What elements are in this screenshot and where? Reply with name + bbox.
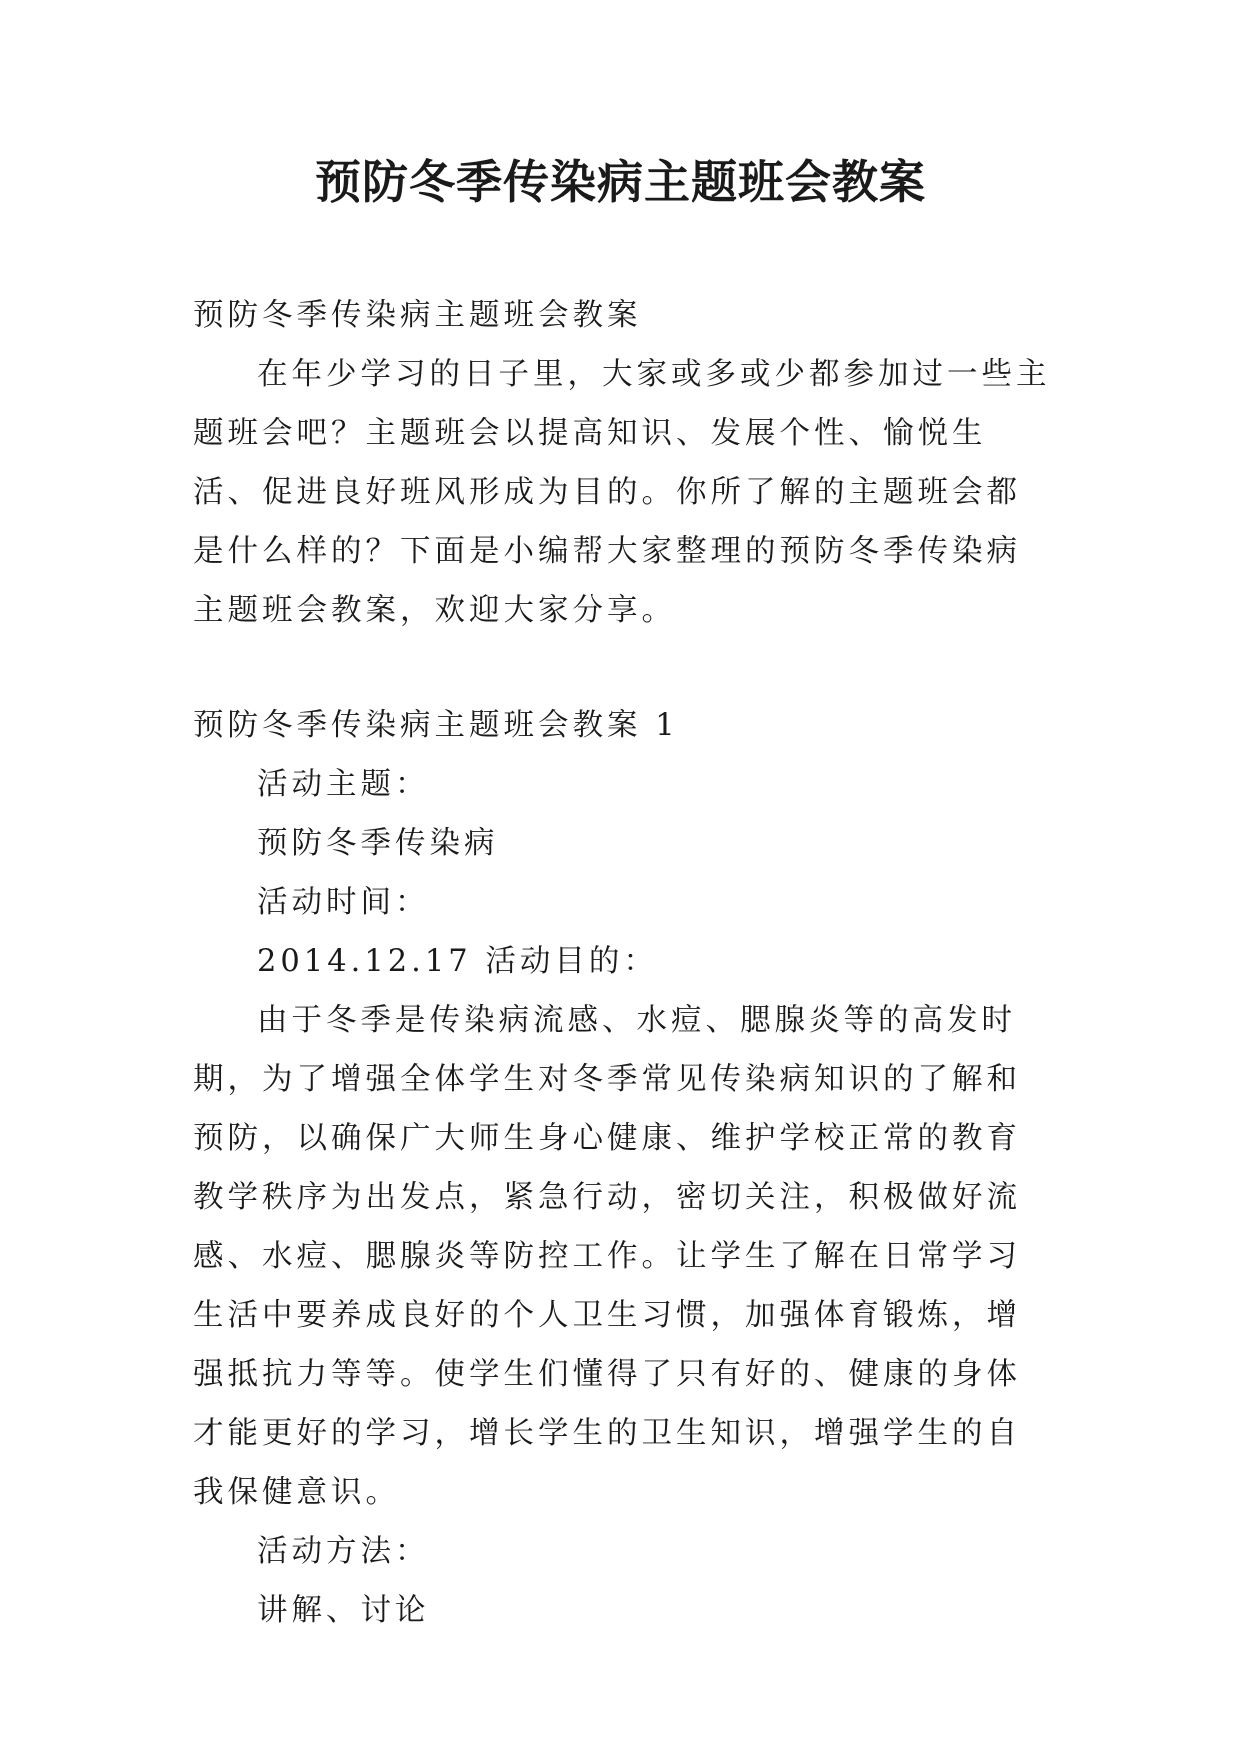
- section-1: [193, 696, 1053, 1640]
- section-1-heading: 预防冬季传染病主题班会教案 1: [193, 708, 679, 743]
- goal-paragraph: 由于冬季是传染病流感、水痘、腮腺炎等的高发时期，为了增强全体学生对冬季常见传染病知识的了解和预防，以确保广大师生身心健康、维护学校正常的教育教学秩序为出发点，紧急行动，密切关注，积极做好流感、水痘、腮腺炎等防控工作。让学生了解在日常学习生活中要养成良好的个人卫生习惯，加强体育锻炼，增强抵抗力等等。使学生们懂得了只有好的、健康的身体才能更好的学习，增长学生的卫生知识，增强学生的自我保健意识。: [193, 1003, 1021, 1510]
- intro-paragraph: 在年少学习的日子里，大家或多或少都参加过一些主题班会吧？主题班会以提高知识、发展个性、愉悦生活、促进良好班风形成为目的。你所了解的主题班会都是什么样的？下面是小编帮大家整理的预防冬季传染病主题班会教案，欢迎大家分享。: [193, 357, 1051, 628]
- theme-label: 活动主题：: [257, 767, 430, 802]
- method-value: 讲解、讨论: [257, 1593, 430, 1628]
- time-value-goal-label: 2014.12.17 活动目的：: [257, 944, 658, 979]
- document-title: 预防冬季传染病主题班会教案: [315, 155, 926, 209]
- intro-heading: 预防冬季传染病主题班会教案: [193, 298, 642, 333]
- time-label: 活动时间：: [257, 885, 430, 920]
- intro-section: [193, 286, 1053, 640]
- theme-value: 预防冬季传染病: [257, 826, 499, 861]
- method-label: 活动方法：: [257, 1534, 430, 1569]
